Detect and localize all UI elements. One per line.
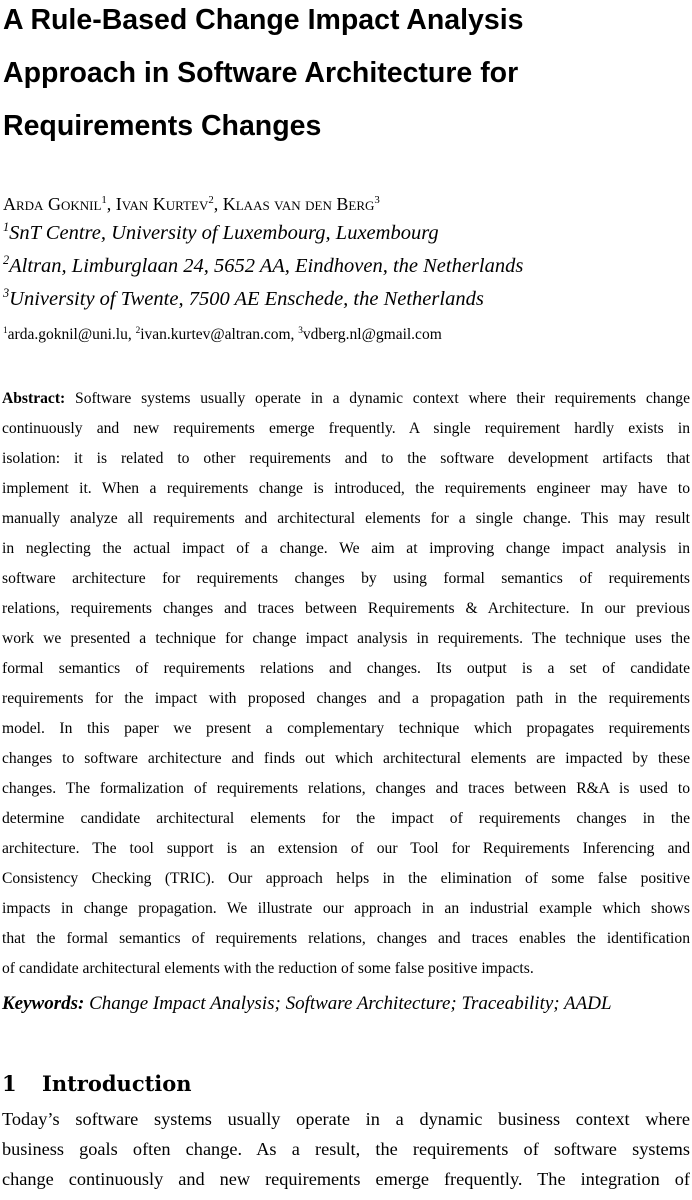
section-body — [2, 1104, 690, 1194]
abstract-text: manually analyze all requirements and architectural elements for a single change. This may result — [2, 510, 690, 527]
email[interactable]: ivan.kurtev@altran.com — [140, 326, 291, 343]
abstract-line — [2, 684, 690, 714]
abstract-text: changes to software architecture and finds out which architectural elements are impacted by these — [2, 750, 690, 767]
affiliation-sup: 1 — [3, 220, 10, 235]
abstract-line — [2, 864, 690, 894]
author-list: Arda Goknil$^1$, Ivan Kurtev$^2$, Klaas van den Berg$^3$ — [3, 194, 380, 214]
keywords-label: Keywords: — [2, 993, 85, 1014]
title-line: Requirements Changes — [3, 110, 322, 142]
body-line: Today’s software systems usually operate in a dynamic business context where — [2, 1109, 690, 1129]
abstract-line — [2, 624, 690, 654]
abstract — [2, 384, 690, 984]
abstract-line — [2, 414, 690, 444]
abstract-text: continuously and new requirements emerge frequently. A single requirement hardly exists in — [2, 420, 690, 437]
abstract-line — [2, 894, 690, 924]
affiliation — [3, 255, 523, 278]
abstract-label: Abstract: — [2, 390, 66, 407]
abstract-line — [2, 804, 690, 834]
section-number: 1 — [2, 1071, 17, 1096]
abstract-line — [2, 594, 690, 624]
abstract-line — [2, 744, 690, 774]
author-name: Arda Goknil — [3, 194, 102, 214]
section-title: Introduction — [42, 1071, 192, 1096]
abstract-line — [2, 504, 690, 534]
abstract-line — [2, 534, 690, 564]
affiliation — [3, 288, 484, 311]
abstract-text: determine candidate architectural elements for the impact of requirements changes in the — [2, 810, 690, 827]
abstract-text: formal semantics of requirements relations and changes. Its output is a set of candidate — [2, 660, 690, 677]
abstract-line — [2, 834, 690, 864]
abstract-text: relations, requirements changes and traces between Requirements & Architecture. In our previous — [2, 600, 690, 617]
abstract-line — [2, 714, 690, 744]
title-line: Approach in Software Architecture for — [3, 57, 519, 89]
affiliation-text: Altran, Limburglaan 24, 5652 AA, Eindhoven, the Netherlands — [9, 255, 524, 277]
abstract-text: implement it. When a requirements change is introduced, the requirements engineer may have to — [2, 480, 690, 497]
abstract-line — [2, 384, 690, 414]
abstract-text: Consistency Checking (TRIC). Our approach helps in the elimination of some false positive — [2, 870, 690, 887]
body-line: business goals often change. As a result, the requirements of software systems — [2, 1139, 690, 1159]
abstract-text: work we presented a technique for change impact analysis in requirements. The technique uses the — [2, 630, 690, 647]
section-heading — [2, 1071, 192, 1096]
email[interactable]: vdberg.nl@gmail.com — [302, 326, 442, 343]
abstract-text: changes. The formalization of requirements relations, changes and traces between R&A is used to — [2, 780, 690, 797]
abstract-text: software architecture for requirements changes by using formal semantics of requirements — [2, 570, 690, 587]
email-sup: 3 — [298, 325, 303, 336]
email-list: $^1$arda.goknil@uni.lu, $^2$ivan.kurtev@altran.com, $^3$vdberg.nl@gmail.com — [3, 325, 442, 343]
email[interactable]: arda.goknil@uni.lu — [7, 326, 128, 343]
abstract-line — [2, 474, 690, 504]
abstract-line — [2, 444, 690, 474]
abstract-line — [2, 774, 690, 804]
abstract-text: requirements for the impact with proposed changes and a propagation path in the requirements — [2, 690, 690, 707]
email-sup: 1 — [3, 325, 8, 336]
author-sup: 1 — [101, 194, 107, 206]
abstract-text: impacts in change propagation. We illustrate our approach in an industrial example which shows — [2, 900, 690, 917]
affiliation-sup: 3 — [3, 286, 10, 301]
author-sup: 3 — [374, 194, 380, 206]
affiliation-sup: 2 — [3, 253, 10, 268]
abstract-line — [2, 654, 690, 684]
body-line: change continuously and new requirements emerge frequently. The integration of — [2, 1169, 690, 1189]
abstract-line — [2, 564, 690, 594]
affiliation-text: SnT Centre, University of Luxembourg, Luxembourg — [9, 222, 439, 244]
keywords — [2, 993, 612, 1015]
abstract-line — [2, 924, 690, 954]
keywords-text: Change Impact Analysis; Software Architecture; Traceability; AADL — [89, 993, 612, 1014]
abstract-text: model. In this paper we present a complementary technique which propagates requirements — [2, 720, 690, 737]
abstract-text: isolation: it is related to other requirements and to the software development artifacts that — [2, 450, 690, 467]
abstract-text: in neglecting the actual impact of a change. We aim at improving change impact analysis in — [2, 540, 690, 557]
email-sup: 2 — [135, 325, 141, 336]
author-sup: 2 — [208, 194, 214, 206]
abstract-text: Software systems usually operate in a dynamic context where their requirements change — [75, 390, 690, 407]
author-name: Klaas van den Berg — [222, 194, 375, 214]
title-line: A Rule-Based Change Impact Analysis — [3, 4, 524, 36]
abstract-text: architecture. The tool support is an extension of our Tool for Requirements Inferencing and — [2, 840, 690, 857]
abstract-text: of candidate architectural elements with the reduction of some false positive impacts. — [2, 960, 534, 977]
abstract-line — [2, 954, 690, 984]
paper-title — [3, 0, 692, 153]
affiliation — [3, 222, 439, 245]
affiliation-text: University of Twente, 7500 AE Enschede, the Netherlands — [9, 288, 484, 310]
abstract-text: that the formal semantics of requirements relations, changes and traces enables the identification — [2, 930, 690, 947]
author-name: Ivan Kurtev — [115, 194, 209, 214]
